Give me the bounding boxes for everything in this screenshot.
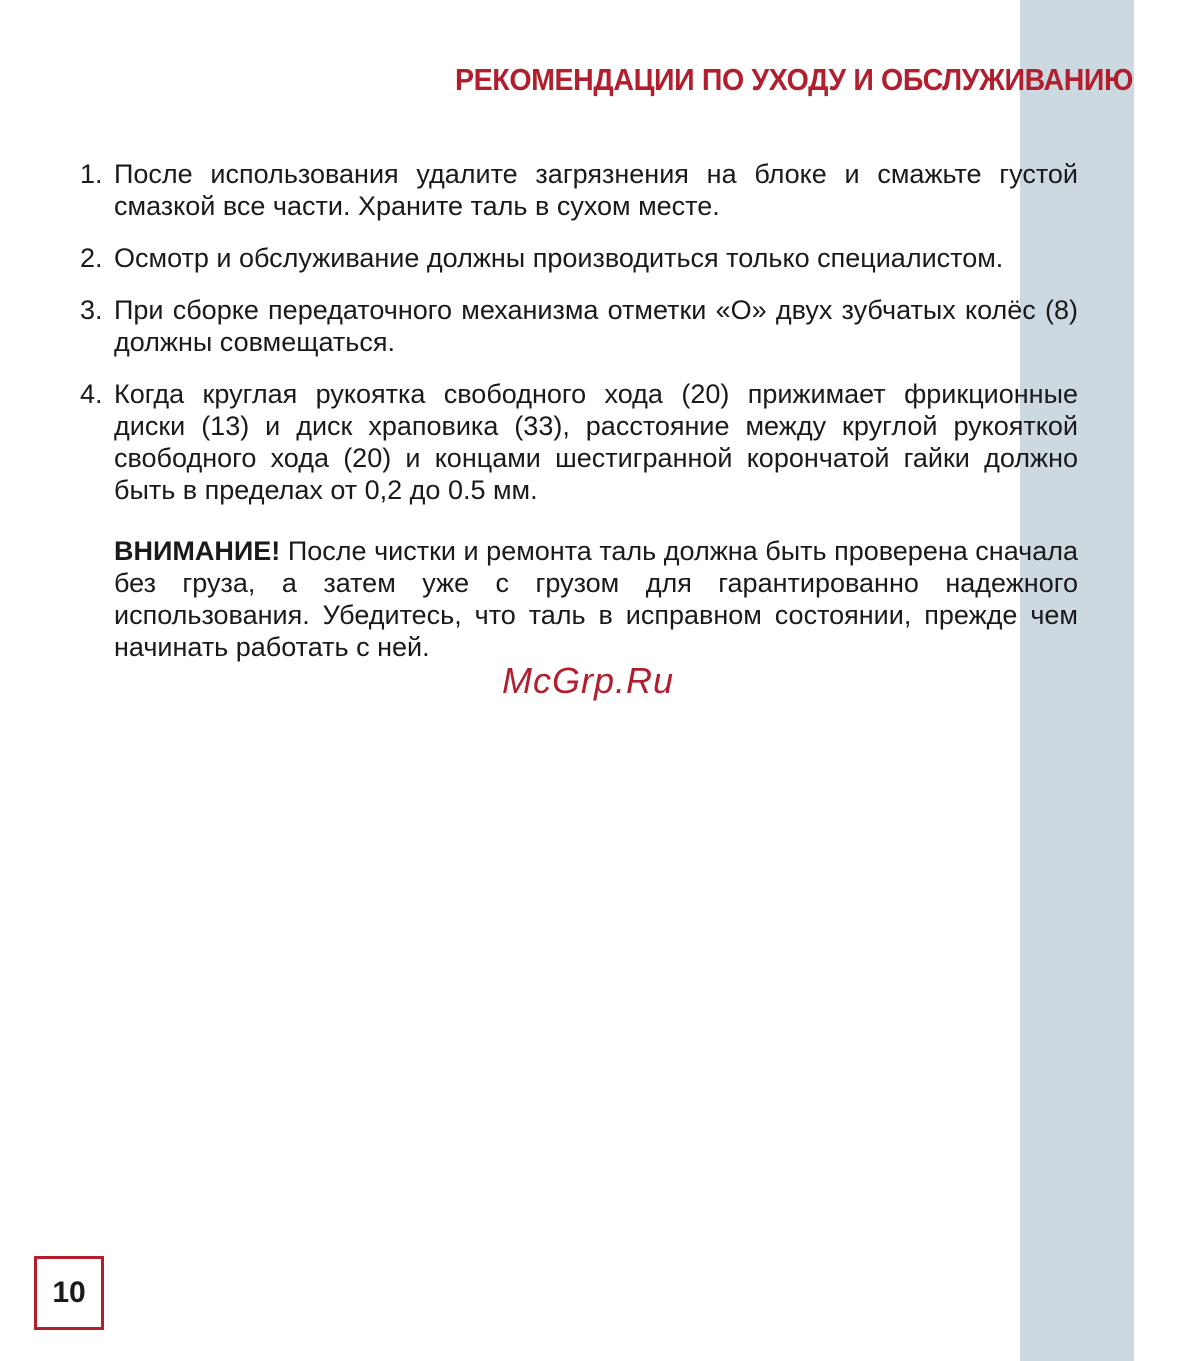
page-number: [34, 1256, 104, 1330]
list-item-number: 3.: [80, 295, 103, 325]
warning-text: После чистки и ремонта таль должна быть проверена сначала без груза, а затем уже с грузом для гарантированно надежного использования. Убедитесь, что таль в исправном состоянии, прежде чем начинать работать с ней.: [114, 536, 1078, 662]
list-item: [80, 294, 1078, 358]
page-number-text: 10: [52, 1276, 86, 1309]
watermark: McGrp.Ru: [502, 660, 675, 701]
list-item-text: После использования удалите загрязнения на блоке и смажьте густой смазкой все части. Храните таль в сухом месте.: [114, 159, 1078, 221]
list-item-text: При сборке передаточного механизма отметки «О» двух зубчатых колёс (8) должны совмещаться.: [114, 295, 1078, 357]
list-item-number: 2.: [80, 243, 103, 273]
list-item-text: Осмотр и обслуживание должны производиться только специалистом.: [114, 243, 1004, 273]
warning-paragraph: [114, 535, 1078, 663]
page-title: РЕКОМЕНДАЦИИ ПО УХОДУ И ОБСЛУЖИВАНИЮ: [454, 62, 1133, 97]
list-item-text: Когда круглая рукоятка свободного хода (20) прижимает фрикционные диски (13) и диск храповика (33), расстояние между круглой рукояткой свободного хода (20) и концами шестигранной корончатой гайки должно быть в пределах от 0,2 до 0.5 мм.: [114, 379, 1078, 505]
list-item: [80, 242, 1078, 274]
warning-label: ВНИМАНИЕ!: [114, 536, 281, 566]
list-item-number: 1.: [80, 159, 103, 189]
maintenance-list: [80, 158, 1078, 526]
list-item: [80, 378, 1078, 506]
list-item: [80, 158, 1078, 222]
list-item-number: 4.: [80, 379, 103, 409]
